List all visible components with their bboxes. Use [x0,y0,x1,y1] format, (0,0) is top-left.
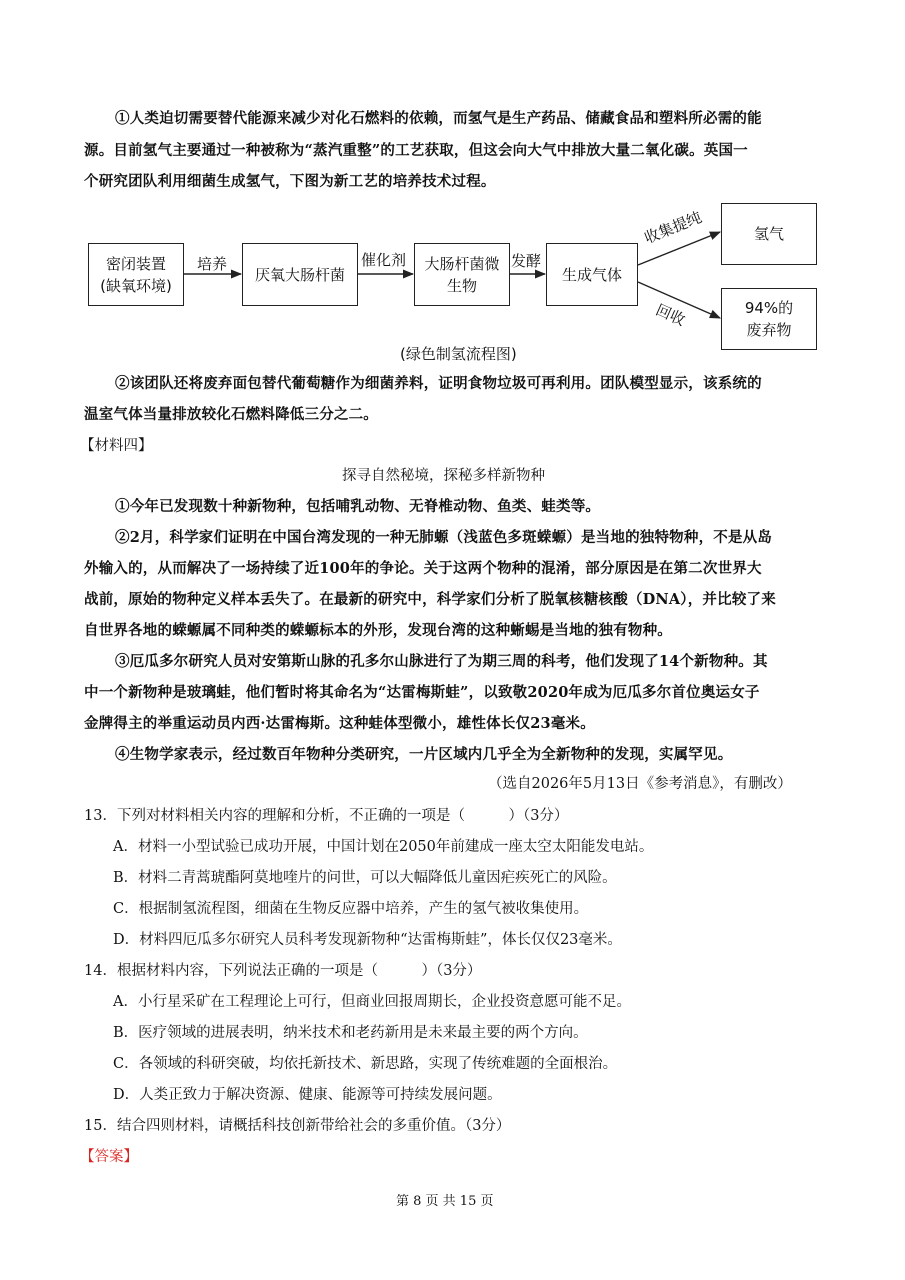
material4-p2-line3: 战前，原始的物种定义样本丢失了。在最新的研究中，科学家们分析了脱氧核糖核酸（DNA），并比较了来 [84,591,776,608]
material4-p4: ④生物学家表示，经过数百年物种分类研究，一片区域内几乎全为全新物种的发现，实属罕见。 [115,746,733,763]
q14-option-d[interactable]: D．人类正致力于解决资源、健康、能源等可持续发展问题。 [113,1087,502,1103]
node-micro-line2: 生物 [446,276,477,295]
material4-p3-line1: ③厄瓜多尔研究人员对安第斯山脉的孔多尔山脉进行了为期三周的科考，他们发现了14个新物种。其 [115,653,768,670]
material4-title: 探寻自然秘境，探秘多样新物种 [342,468,545,484]
material4-p3-line2: 中一个新物种是玻璃蛙，他们暂时将其命名为“达雷梅斯蛙”，以致敬2020年成为厄瓜多尔首位奥运女子 [84,684,760,701]
node-waste [721,288,817,350]
q15-stem: 15．结合四则材料，请概括科技创新带给社会的多重价值。（3分） [84,1118,511,1134]
material4-source: （选自2026年5月13日《参考消息》，有删改） [488,776,792,792]
node-sealed-device [88,243,184,306]
node-sealed-line1: 密闭装置 [105,254,166,273]
material3-p1-line2: 源。目前氢气主要通过一种被称为“蒸汽重整”的工艺获取，但这会向大气中排放大量二氧化碳。英国一 [84,142,748,159]
q14-option-a[interactable]: A．小行星采矿在工程理论上可行，但商业回报周期长，企业投资意愿可能不足。 [113,994,631,1010]
material4-p1: ①今年已发现数十种新物种，包括哺乳动物、无脊椎动物、鱼类、蛙类等。 [115,498,601,515]
edge-label-recycle: 回收 [653,300,688,330]
node-hydrogen [721,203,817,265]
q13-option-a[interactable]: A．材料一小型试验已成功开展，中国计划在2050年前建成一座太空太阳能发电站。 [113,839,654,855]
q13-option-c[interactable]: C．根据制氢流程图，细菌在生物反应器中培养，产生的氢气被收集使用。 [113,901,589,917]
node-ecoli-microbe [414,243,510,306]
material3-p2-line2: 温室气体当量排放较化石燃料降低三分之二。 [84,406,378,423]
q13-option-d[interactable]: D．材料四厄瓜多尔研究人员科考发现新物种“达雷梅斯蛙”，体长仅仅23毫米。 [113,932,622,948]
material4-p2-line4: 自世界各地的蝾螈属不同种类的蝾螈标本的外形，发现台湾的这种蜥蜴是当地的独有物种。 [84,622,672,639]
node-waste-line2: 废弃物 [746,321,792,339]
node-sealed-line2: (缺氧环境) [100,276,172,295]
material3-p1-line3: 个研究团队利用细菌生成氢气，下图为新工艺的培养技术过程。 [84,173,496,190]
answer-label: 【答案】 [80,1149,138,1165]
edge-label-culture: 培养 [197,255,228,273]
edge-label-collect: 收集提纯 [641,208,705,248]
material4-p3-line3: 金牌得主的举重运动员内西·达雷梅斯。这种蛙体型微小，雄性体长仅23毫米。 [84,715,595,732]
material4-p2-line2: 外输入的，从而解决了一场持续了近100年的争论。关于这两个物种的混淆，部分原因是在第二次世界大 [84,560,762,577]
material3-p2-line1: ②该团队还将废弃面包替代葡萄糖作为细菌养料，证明食物垃圾可再利用。团队模型显示，该系统的 [115,375,762,392]
node-anaerobic-ecoli [242,243,358,306]
edge-label-catalyst: 催化剂 [361,251,407,269]
q13-option-b[interactable]: B．材料二青蒿琥酯阿莫地喹片的问世，可以大幅降低儿童因疟疾死亡的风险。 [113,870,617,886]
flowchart-caption: (绿色制氢流程图) [400,345,517,363]
material4-label: 【材料四】 [80,438,153,454]
q14-stem: 14．根据材料内容，下列说法正确的一项是（ ）（3分） [84,963,482,979]
material4-p2-line1: ②2月，科学家们证明在中国台湾发现的一种无肺螈（浅蓝色多斑蝾螈）是当地的独特物种，不是从岛 [115,529,773,546]
node-waste-line1: 94%的 [744,299,794,317]
node-ecoli-label: 厌氧大肠杆菌 [254,265,345,284]
material3-p1-line1: ①人类迫切需要替代能源来减少对化石燃料的依赖，而氢气是生产药品、储藏食品和塑料所必需的能 [115,110,762,127]
q14-option-c[interactable]: C．各领域的科研突破，均依托新技术、新思路，实现了传统难题的全面根治。 [113,1056,618,1072]
node-hydrogen-label: 氢气 [753,225,784,243]
node-gas-label: 生成气体 [561,265,622,284]
q14-option-b[interactable]: B．医疗领域的进展表明，纳米技术和老药新用是未来最主要的两个方向。 [113,1025,588,1041]
q13-stem: 13．下列对材料相关内容的理解和分析，不正确的一项是（ ）（3分） [84,808,569,824]
edge-label-ferment: 发酵 [511,252,542,270]
node-micro-line1: 大肠杆菌微 [424,254,500,273]
node-generated-gas [546,243,638,306]
page-number: 第 8 页 共 15 页 [396,1194,494,1209]
